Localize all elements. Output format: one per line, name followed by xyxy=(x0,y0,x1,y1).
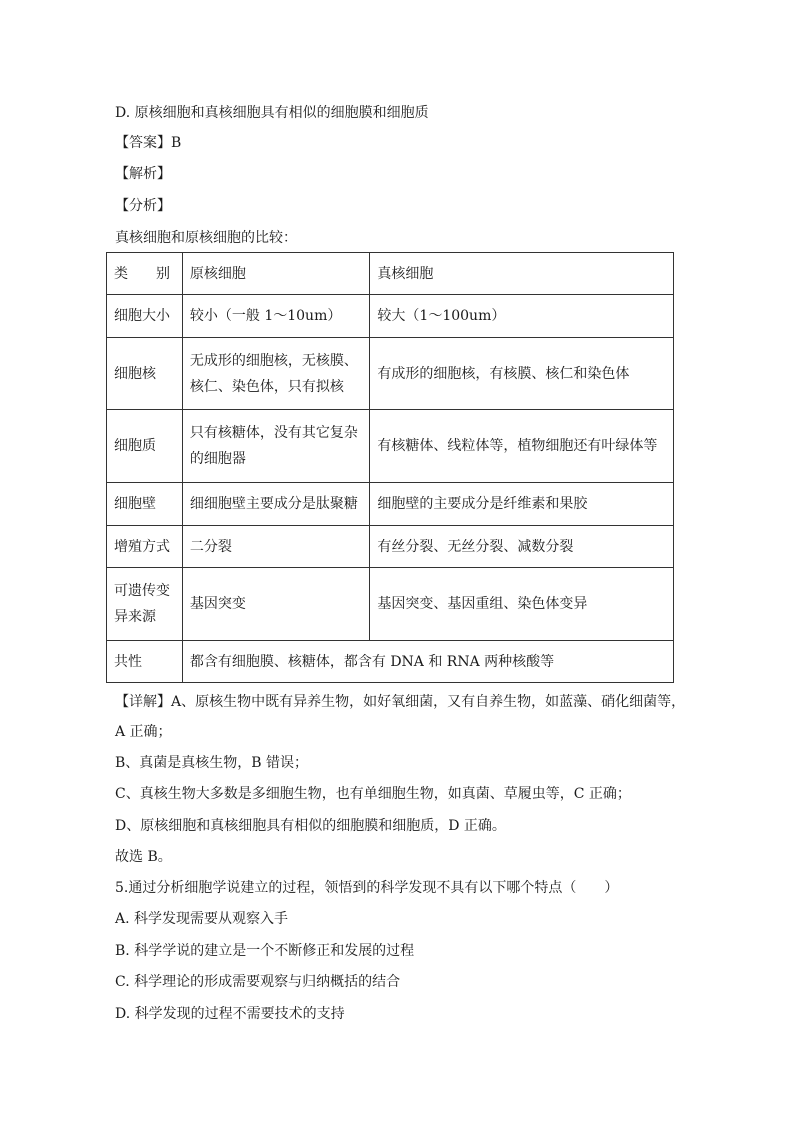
table-header-row xyxy=(107,253,674,295)
table-intro: 真核细胞和原核细胞的比较： xyxy=(115,230,297,246)
detail-a-line xyxy=(115,692,685,712)
row-prokaryote: 只有核糖体，没有其它复杂的细胞器 xyxy=(182,410,370,483)
previous-option-d: D. 原核细胞和真核细胞具有相似的细胞膜和细胞质 xyxy=(115,105,429,121)
header-prokaryote: 原核细胞 xyxy=(182,253,370,295)
table-row xyxy=(107,410,674,483)
analysis-label: 【解析】 xyxy=(115,166,171,182)
answer-value: B xyxy=(171,135,182,151)
row-eukaryote: 有核糖体、线粒体等，植物细胞还有叶绿体等 xyxy=(370,410,674,483)
detail-c: C、真核生物大多数是多细胞生物，也有单细胞生物，如真菌、草履虫等，C 正确； xyxy=(115,786,631,802)
table-row xyxy=(107,483,674,526)
question-5-option-d: D. 科学发现的过程不需要技术的支持 xyxy=(115,1006,345,1022)
row-prokaryote: 二分裂 xyxy=(182,526,370,568)
header-category: 类 别 xyxy=(107,253,183,295)
table-row xyxy=(107,568,674,641)
row-eukaryote: 有成形的细胞核，有核膜、核仁和染色体 xyxy=(370,338,674,410)
detail-a-cont: A 正确； xyxy=(115,724,172,740)
table-row xyxy=(107,526,674,568)
comparison-table xyxy=(106,252,674,683)
question-5-option-c: C. 科学理论的形成需要观察与归纳概括的结合 xyxy=(115,974,401,990)
common-text: 都含有细胞膜、核糖体，都含有 DNA 和 RNA 两种核酸等 xyxy=(182,641,673,683)
row-prokaryote: 无成形的细胞核，无核膜、核仁、染色体，只有拟核 xyxy=(182,338,370,410)
answer-label: 【答案】 xyxy=(115,135,171,151)
header-eukaryote: 真核细胞 xyxy=(370,253,674,295)
question-5-option-b: B. 科学学说的建立是一个不断修正和发展的过程 xyxy=(115,943,415,959)
table-row xyxy=(107,338,674,410)
detail-a-text: A、原核生物中既有异养生物，如好氧细菌，又有自养生物，如蓝藻、硝化细菌等， xyxy=(171,694,686,710)
row-category: 细胞质 xyxy=(107,410,183,483)
fenxi-label: 【分析】 xyxy=(115,198,171,214)
answer-line xyxy=(115,133,181,153)
row-eukaryote: 细胞壁的主要成分是纤维素和果胶 xyxy=(370,483,674,526)
row-category: 细胞核 xyxy=(107,338,183,410)
row-category: 细胞壁 xyxy=(107,483,183,526)
row-eukaryote: 基因突变、基因重组、染色体变异 xyxy=(370,568,674,641)
row-prokaryote: 细细胞壁主要成分是肽聚糖 xyxy=(182,483,370,526)
row-eukaryote: 较大（1～100um） xyxy=(370,295,674,338)
row-category: 增殖方式 xyxy=(107,526,183,568)
row-eukaryote: 有丝分裂、无丝分裂、减数分裂 xyxy=(370,526,674,568)
table-common-row xyxy=(107,641,674,683)
row-prokaryote: 较小（一般 1～10um） xyxy=(182,295,370,338)
conclusion: 故选 B。 xyxy=(115,849,172,865)
detail-d: D、原核细胞和真核细胞具有相似的细胞膜和细胞质，D 正确。 xyxy=(115,818,506,834)
question-5-option-a: A. 科学发现需要从观察入手 xyxy=(115,911,289,927)
row-category: 细胞大小 xyxy=(107,295,183,338)
row-prokaryote: 基因突变 xyxy=(182,568,370,641)
detail-label: 【详解】 xyxy=(115,694,171,710)
question-5-stem: 5.通过分析细胞学说建立的过程，领悟到的科学发现不具有以下哪个特点（ ） xyxy=(115,880,619,896)
common-category: 共性 xyxy=(107,641,183,683)
table-row xyxy=(107,295,674,338)
detail-b: B、真菌是真核生物，B 错误； xyxy=(115,755,309,771)
row-category: 可遗传变异来源 xyxy=(107,568,183,641)
